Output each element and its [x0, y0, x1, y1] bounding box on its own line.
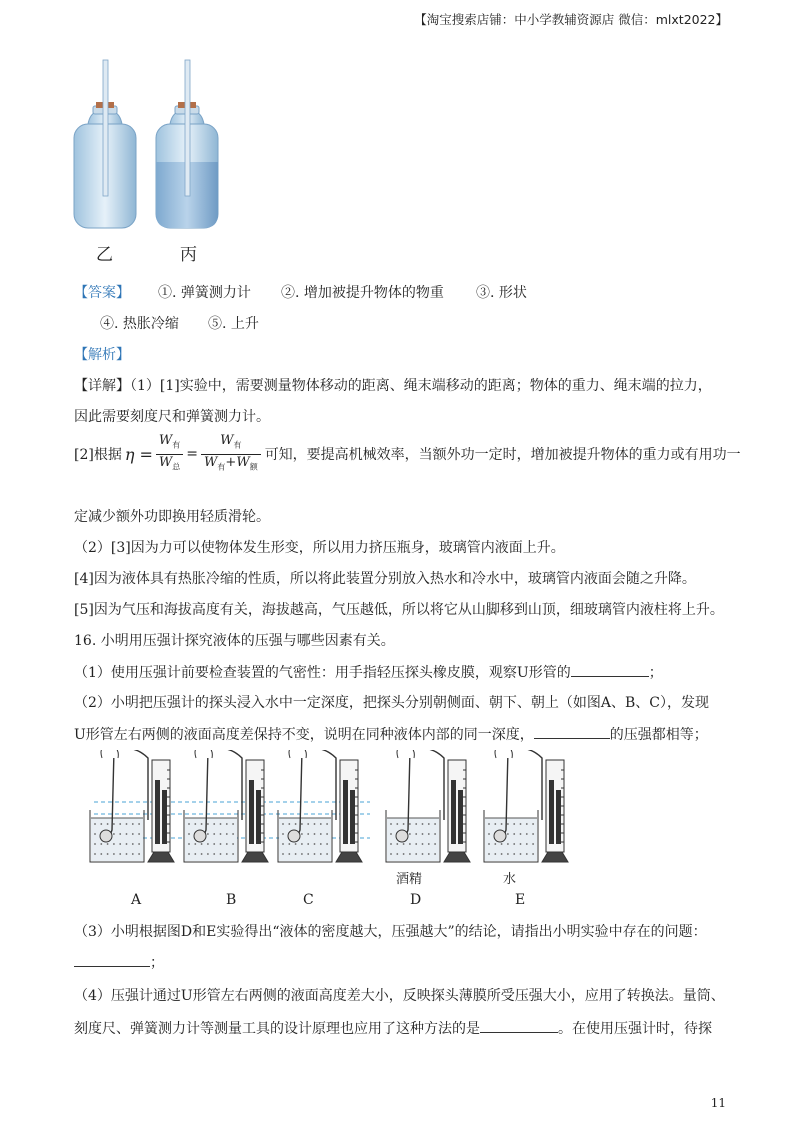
- answer-item-3: ③. 形状: [476, 285, 527, 301]
- bottle-yi: [74, 60, 136, 228]
- answer-tag: 【答案】: [74, 285, 130, 301]
- bottle-bing: [156, 60, 218, 228]
- answer-item-4: ④. 热胀冷缩: [100, 316, 179, 332]
- setup-a: [90, 750, 174, 862]
- detail-line-6: [4]因为液体具有热胀冷缩的性质，所以将此装置分别放入热水和冷水中，玻璃管内液面会随之升降。: [74, 571, 696, 587]
- question-16-part-2a: （2）小明把压强计的探头浸入水中一定深度，把探头分别朝侧面、朝下、朝上（如图A、B、C），发现: [74, 695, 710, 711]
- setup-c: [278, 750, 362, 862]
- bottle-figure: [66, 58, 226, 234]
- bottle-label-yi: 乙: [96, 245, 113, 265]
- detail-line-2: 因此需要刻度尺和弹簧测力计。: [74, 409, 270, 425]
- detail-line-1: 【详解】（1）[1]实验中，需要测量物体移动的距离、绳末端移动的距离；物体的重力、绳末端的拉力，: [74, 378, 712, 394]
- answer-blank-3[interactable]: [74, 952, 150, 967]
- figure-label-b: B: [226, 892, 237, 908]
- formula-equals: =: [186, 446, 199, 462]
- figure-label-e: E: [515, 892, 526, 908]
- detail-line-7: [5]因为气压和海拔高度有关，海拔越高，气压越低，所以将它从山脚移到山顶，细玻璃管内液柱将上升。: [74, 602, 724, 618]
- bottle-label-bing: 丙: [180, 245, 197, 265]
- question-16-part-4b: 刻度尺、弹簧测力计等测量工具的设计原理也应用了这种方法的是 。在使用压强计时，待探: [74, 1018, 712, 1039]
- answer-blank-1[interactable]: [571, 662, 649, 677]
- formula-fraction-1: $\frac{W_有}{W_总}$: [156, 433, 183, 475]
- formula-line: [74, 432, 741, 476]
- figure-label-a: A: [131, 892, 142, 908]
- analysis-tag: 【解析】: [74, 347, 130, 363]
- answer-item-1: ①. 弹簧测力计: [158, 285, 251, 301]
- pressure-gauge-figure: [80, 750, 700, 872]
- liquid-label-water: 水: [503, 872, 517, 887]
- page-header: 【淘宝搜索店铺：中小学教辅资源店 微信：mlxt2022】: [414, 12, 728, 27]
- figure-label-c: C: [303, 892, 314, 908]
- answer-blank-4[interactable]: [480, 1018, 558, 1033]
- formula-suffix: 可知，要提高机械效率，当额外功一定时，增加被提升物体的重力或有用功一: [264, 447, 741, 463]
- answer-item-2: ②. 增加被提升物体的物重: [281, 285, 444, 301]
- liquid-label-alcohol: 酒精: [396, 872, 423, 887]
- answer-item-5: ⑤. 上升: [208, 316, 259, 332]
- question-16-stem: 16. 小明用压强计探究液体的压强与哪些因素有关。: [74, 633, 395, 649]
- question-16-part-2b: U形管左右两侧的液面高度差保持不变，说明在同种液体内部的同一深度， 的压强都相等；: [74, 724, 708, 745]
- question-16-part-1: （1）使用压强计前要检查装置的气密性：用手指轻压探头橡皮膜，观察U形管的 ；: [74, 662, 663, 683]
- question-16-part-3b: ；: [74, 952, 164, 973]
- detail-line-4: 定减少额外功即换用轻质滑轮。: [74, 509, 270, 525]
- page-number: 11: [710, 1096, 726, 1110]
- answer-blank-2[interactable]: [534, 724, 610, 739]
- formula-fraction-2: $\frac{W_有}{W_有+W_额}$: [201, 433, 261, 475]
- formula-prefix: [2]根据: [74, 447, 122, 463]
- setup-b: [184, 750, 268, 862]
- question-16-part-4a: （4）压强计通过U形管左右两侧的液面高度差大小，反映探头薄膜所受压强大小，应用了转换法。量筒、: [74, 988, 725, 1004]
- detail-line-5: （2）[3]因为力可以使物体发生形变，所以用力挤压瓶身，玻璃管内液面上升。: [74, 540, 565, 556]
- formula-eta: η =: [124, 444, 153, 464]
- figure-label-d: D: [410, 892, 422, 908]
- setup-d: [386, 750, 470, 862]
- setup-e: [484, 750, 568, 862]
- question-16-part-3a: （3）小明根据图D和E实验得出“液体的密度越大，压强越大”的结论，请指出小明实验中存在的问题：: [74, 924, 707, 940]
